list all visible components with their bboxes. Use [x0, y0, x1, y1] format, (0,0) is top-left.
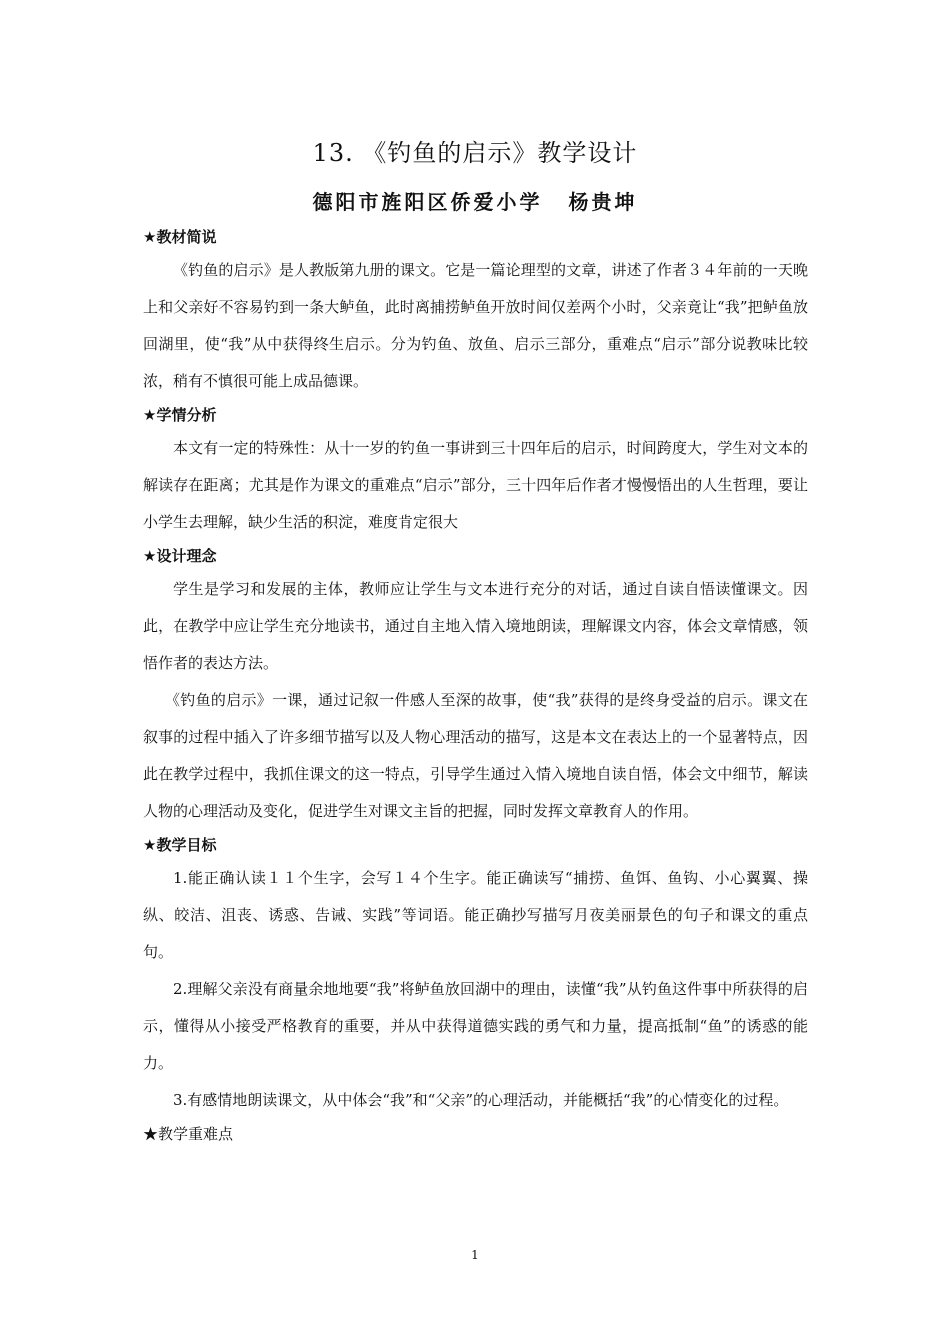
paragraph: 学生是学习和发展的主体，教师应让学生与文本进行充分的对话，通过自读自悟读懂课文。因此，在教学中应让学生充分地读书，通过自主地入情入境地朗读，理解课文内容，体会文章情感，领悟作者的表达方法。 [143, 580, 808, 672]
paragraph: 2.理解父亲没有商量余地地要“我”将鲈鱼放回湖中的理由，读懂“我”从钓鱼这件事中所获得的启示，懂得从小接受严格教育的重要，并从中获得道德实践的勇气和力量，提高抵制“鱼”的诱惑的能力。 [143, 980, 808, 1072]
paragraph: 3.有感情地朗读课文，从中体会“我”和“父亲”的心理活动，并能概括“我”的心情变化的过程。 [173, 1091, 789, 1109]
document-body [143, 222, 808, 1149]
paragraph: 《钓鱼的启示》一课，通过记叙一件感人至深的故事，使“我”获得的是终身受益的启示。课文在叙事的过程中插入了许多细节描写以及人物心理活动的描写，这是本文在表达上的一个显著特点，因此在教学过程中，我抓住课文的这一特点，引导学生通过入情入境地自读自悟，体会文中细节，解读人物的心理活动及变化，促进学生对课文主旨的把握，同时发挥文章教育人的作用。 [143, 691, 808, 820]
author-school: 德阳市旌阳区侨爱小学 [312, 190, 543, 214]
section-heading-teaching-goals: ★教学目标 [143, 836, 217, 854]
paragraph: 1.能正确认读１１个生字，会写１４个生字。能正确读写“捕捞、鱼饵、鱼钩、小心翼翼、操纵、皎洁、沮丧、诱惑、告诫、实践”等词语。能正确抄写描写月夜美丽景色的句子和课文的重点句。 [143, 869, 808, 961]
paragraph: 本文有一定的特殊性：从十一岁的钓鱼一事讲到三十四年后的启示，时间跨度大，学生对文本的解读存在距离；尤其是作为课文的重难点“启示”部分，三十四年后作者才慢慢悟出的人生哲理，要让小学生去理解，缺少生活的积淀，难度肯定很大 [143, 439, 808, 531]
section-heading-design-concept: ★设计理念 [143, 547, 217, 565]
author-name: 杨贵坤 [568, 190, 638, 214]
document-title: 13. 《钓鱼的启示》教学设计 [312, 139, 638, 167]
section-heading-textbook-overview: ★教材简说 [143, 228, 217, 246]
section-heading-student-analysis: ★学情分析 [143, 406, 217, 424]
page-number: 1 [471, 1248, 479, 1262]
paragraph: 《钓鱼的启示》是人教版第九册的课文。它是一篇论理型的文章，讲述了作者３４年前的一天晚上和父亲好不容易钓到一条大鲈鱼，此时离捕捞鲈鱼开放时间仅差两个小时，父亲竟让“我”把鲈鱼放回湖里，使“我”从中获得终生启示。分为钓鱼、放鱼、启示三部分，重难点“启示”部分说教味比较浓，稍有不慎很可能上成品德课。 [143, 261, 808, 390]
section-heading-key-difficulties: ★教学重难点 [143, 1125, 234, 1143]
author-line [0, 186, 950, 215]
